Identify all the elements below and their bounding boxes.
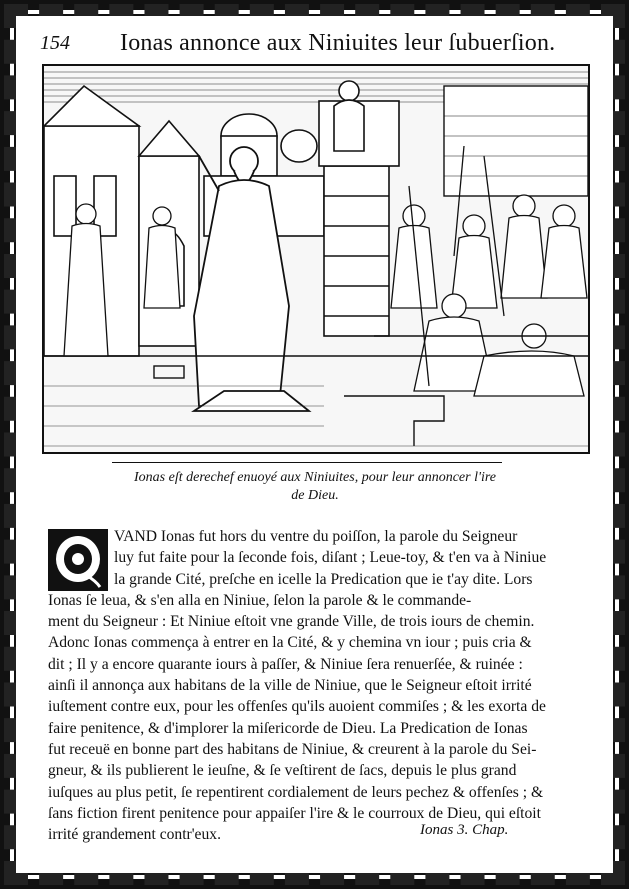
body-line: Ionas ſe leua, & s'en alla en Niniue, ſelon la parole & le commande- (48, 591, 472, 609)
body-line: iuſques au plus petit, ſe repentirent cordialement de leurs pechez & offenſes ; & (48, 783, 544, 801)
woodcut-illustration (42, 64, 590, 454)
caption-rule (112, 462, 502, 463)
body-line: faire penitence, & d'implorer la miſericorde de Dieu. La Predication de Ionas (48, 719, 528, 737)
page-number: 154 (40, 32, 70, 54)
page-title: Ionas annonce aux Niniuites leur ſubuerſion. (120, 30, 556, 56)
scripture-reference: Ionas 3. Chap. (420, 822, 509, 838)
body-line: dit ; Il y a encore quarante iours à paſſer, & Niniue ſera renuerſée, & ruinée : (48, 655, 523, 673)
body-line: ainſi il annonça aux habitans de la ville de Niniue, que le Seigneur eſtoit irrité (48, 677, 532, 695)
woodcut-drawing (44, 66, 588, 452)
body-line: la grande Cité, preſche en icelle la Predication que ie t'ay dite. Lors (114, 570, 533, 588)
body-line: ment du Seigneur : Et Niniue eſtoit vne grande Ville, de trois iours de chemin. (48, 613, 535, 631)
body-line: Adonc Ionas commença à entrer en la Cité, & y chemina vn iour ; puis cria & (48, 634, 532, 652)
body-line: iuſtement contre eux, pour les offenſes qu'ils auoient commiſes ; & les exorta de (48, 698, 546, 716)
body-line: luy fut faite pour la ſeconde fois, diſant ; Leue-toy, & t'en va à Niniue (114, 549, 547, 567)
caption-line-2: de Dieu. (291, 488, 339, 503)
body-line: irrité grandement contr'eux. (48, 826, 221, 844)
illustration-caption (110, 469, 520, 505)
body-line: ſans fiction firent penitence pour appaiſer l'ire & le courroux de Dieu, qui eſtoit (48, 804, 541, 822)
body-text (48, 526, 588, 845)
body-line: VAND Ionas fut hors du ventre du poiſſon, la parole du Seigneur (114, 528, 518, 545)
body-line: fut receuë en bonne part des habitans de Niniue, & creurent à la parole du Sei- (48, 740, 537, 758)
caption-line-1: Ionas eſt derechef enuoyé aux Niniuites, pour leur annoncer l'ire (134, 470, 496, 485)
body-line: gneur, & ils publierent le ieuſne, & ſe veſtirent de ſacs, depuis le plus grand (48, 762, 517, 780)
